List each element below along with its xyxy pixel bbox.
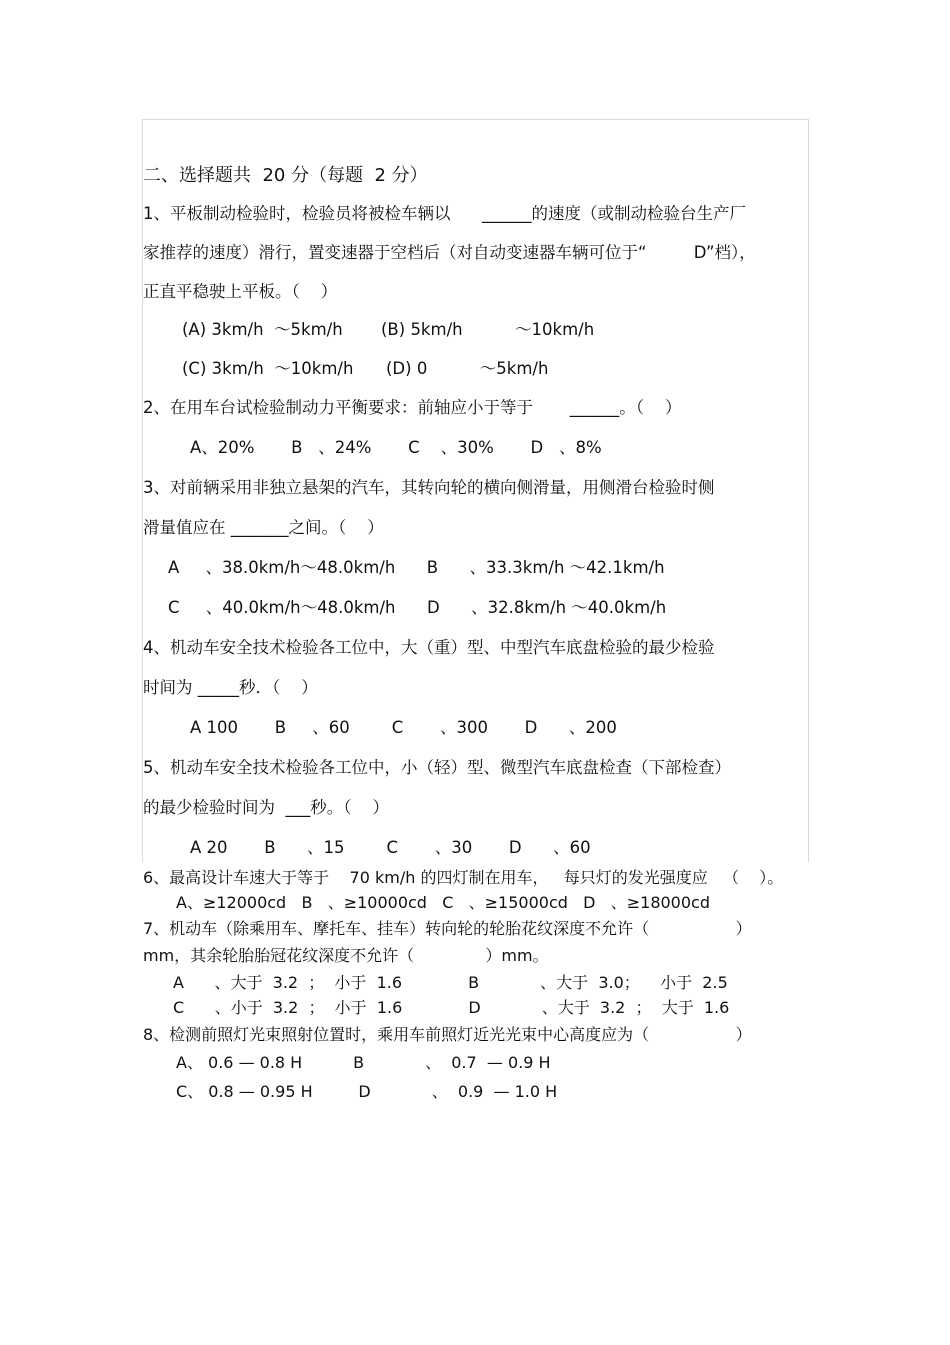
q1-option-c: (C) 3km/h ～10km/h	[182, 359, 354, 378]
q5-line2: 的最少检验时间为 ___秒。（ ）	[143, 798, 389, 817]
q4-line2: 时间为 _____秒．（ ）	[143, 678, 318, 697]
q7-line1: 7、机动车（除乘用车、摩托车、挂车）转向轮的轮胎花纹深度不允许（ ）	[143, 919, 752, 938]
q1-line3: 正直平稳驶上平板。（ ）	[143, 282, 338, 301]
q4-line1: 4、机动车安全技术检验各工位中，大（重）型、中型汽车底盘检验的最少检验	[143, 638, 715, 657]
q8-options-ab: A、 0.6 — 0.8 H B 、 0.7 — 0.9 H	[176, 1053, 551, 1072]
q2-options: A、20% B 、24% C 、30% D 、8%	[190, 438, 602, 457]
q5-options: A 20 B 、15 C 、30 D 、60	[190, 838, 591, 857]
q3-options-cd: C 、40.0km/h～48.0km/h D 、32.8km/h ～40.0km/h	[168, 598, 667, 617]
q6-line1: 6、最高设计车速大于等于 70 km/h 的四灯制在用车， 每只灯的发光强度应 （ ）。	[143, 868, 784, 887]
q3-options-ab: A 、38.0km/h～48.0km/h B 、33.3km/h ～42.1km/h	[168, 558, 665, 577]
q1-line1: 1、平板制动检验时，检验员将被检车辆以 ______的速度（或制动检验台生产厂	[143, 204, 746, 223]
q1-option-b: (B) 5km/h ～10km/h	[381, 320, 595, 339]
q4-options: A 100 B 、60 C 、300 D 、200	[190, 718, 617, 737]
q3-line2: 滑量值应在 _______之间。（ ）	[143, 518, 384, 537]
q8-line1: 8、检测前照灯光束照射位置时，乘用车前照灯近光光束中心高度应为（ ）	[143, 1025, 752, 1044]
q2-line1: 2、在用车台试检验制动力平衡要求：前轴应小于等于 ______。（ ）	[143, 398, 682, 417]
q3-line1: 3、对前辆采用非独立悬架的汽车，其转向轮的横向侧滑量，用侧滑台检验时侧	[143, 478, 715, 497]
q6-options: A、≥12000cd B 、≥10000cd C 、≥15000cd D 、≥18000cd	[176, 893, 710, 912]
q1-line2: 家推荐的速度）滑行，置变速器于空档后（对自动变速器车辆可位于“ D”档），	[143, 243, 756, 262]
q8-options-cd: C、 0.8 — 0.95 H D 、 0.9 — 1.0 H	[176, 1082, 558, 1101]
section-title: 二、选择题共 20 分（每题 2 分）	[143, 165, 428, 186]
q5-line1: 5、机动车安全技术检验各工位中，小（轻）型、微型汽车底盘检查（下部检查）	[143, 758, 731, 777]
q1-option-a: (A) 3km/h ～5km/h	[182, 320, 343, 339]
q7-line2: mm，其余轮胎胎冠花纹深度不允许（ ）mm。	[143, 946, 549, 965]
q7-options-cd: C 、小于 3.2 ； 小于 1.6 D 、大于 3.2 ； 大于 1.6	[173, 998, 730, 1017]
q1-option-d: (D) 0 ～5km/h	[386, 359, 549, 378]
q7-options-ab: A 、大于 3.2 ； 小于 1.6 B 、大于 3.0； 小于 2.5	[173, 973, 728, 992]
